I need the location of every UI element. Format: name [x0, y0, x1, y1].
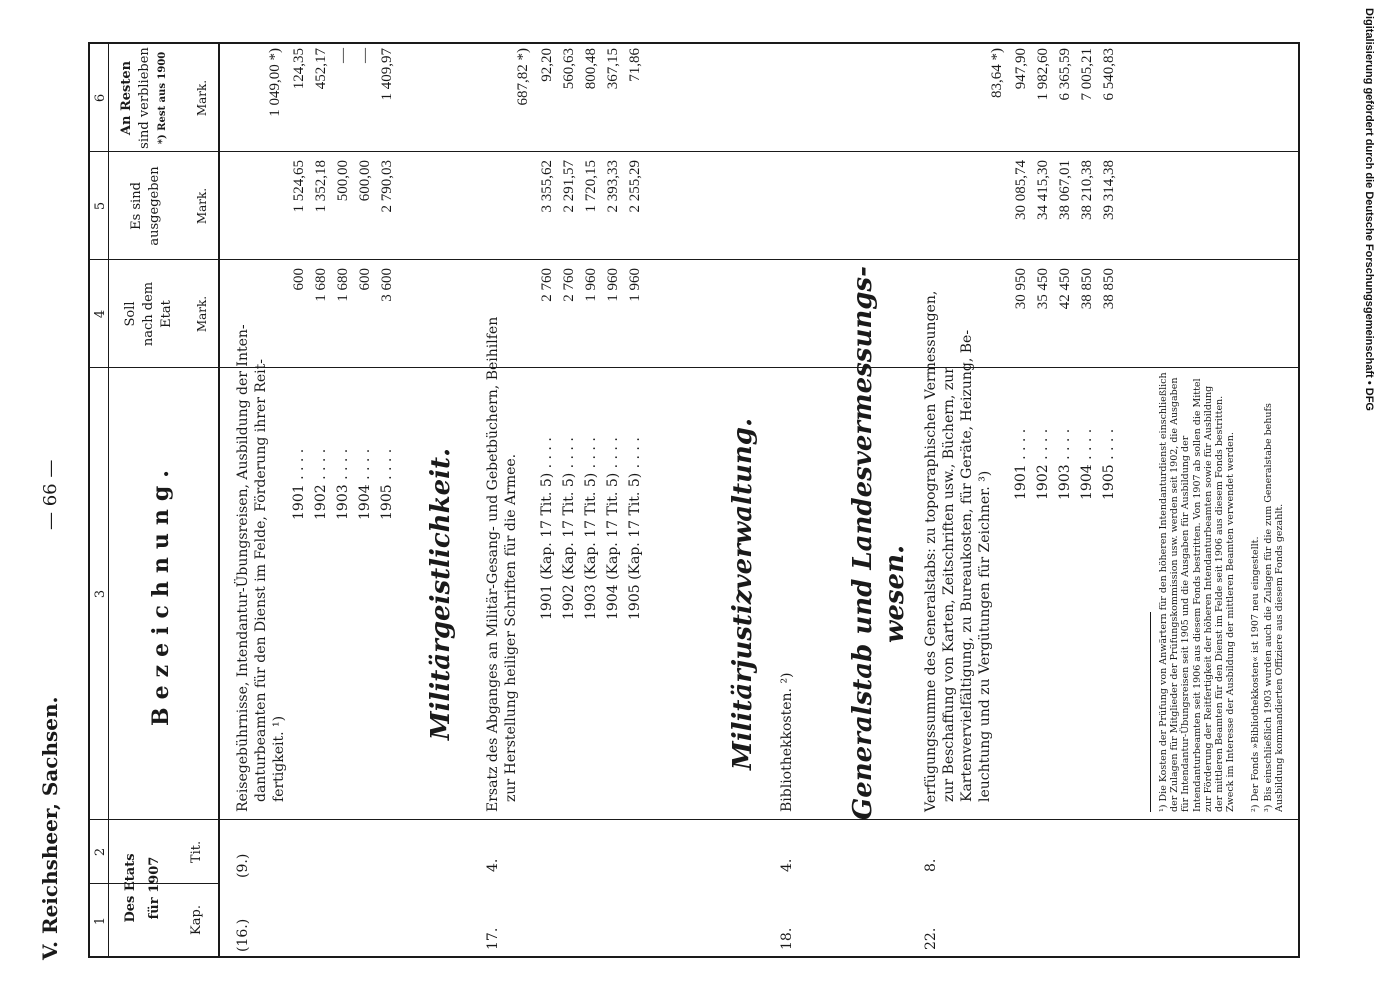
section-1-year-1904: 1904 . . . . [357, 448, 373, 520]
section-1-reste-1901: 124,35 [291, 48, 307, 90]
dfg-stamp [1358, 8, 1380, 411]
column-number-2: 2 [93, 847, 108, 857]
footnote-1: ¹) Die Kosten der Prüfung von Anwärtern für den höheren Intendanturdienst einschließlich der Zulagen für Mitglieder der Prüfungskommission usw. werden seit 1902, die Ausgaben für Intendantur-Übungsreisen seit 1905 und die Ausgaben für Ausbildung der Intendanturbeamten seit 1906 aus diesem Fonds bestritten. Von 1907 ab sollen die Mittel zur Förderung der Reitfertigkeit der höheren Intendanturbeamten sowie für Ausbildung der mittleren Beamten für den Dienst im Felde seit 1906 aus diesem Fonds bestritten. Zweck im Interesse der Ausbildung der mittleren Beamten verwendet werden. [1158, 372, 1237, 812]
section-4-heading: Generalstab und Landesvermessungs- [848, 266, 878, 820]
section-1-reste-1903: — [335, 48, 351, 63]
section-2-desc-2: zur Herstellung heiliger Schriften für die Armee. [503, 453, 519, 802]
header-bezeichnung: Bezeichnung. [148, 462, 174, 726]
section-1-tit: (9.) [235, 853, 251, 878]
section-4-soll-1904: 38 850 [1079, 268, 1095, 310]
section-2-reste-1905: 71,86 [627, 48, 643, 82]
section-1-rest-1900: 1 049,00 *) [267, 48, 283, 117]
section-2-soll-1904: 1 960 [605, 268, 621, 302]
section-1-soll-1904: 600 [357, 268, 373, 291]
column-number-1: 1 [93, 916, 108, 926]
section-4-year-1905: 1905 . . . . [1101, 428, 1117, 500]
section-3-desc-1: Bibliothekkosten. ²) [779, 672, 795, 812]
section-2-reste-1903: 800,48 [583, 48, 599, 90]
section-2-reste-1902: 560,63 [561, 48, 577, 90]
section-1-ausg-1901: 1 524,65 [291, 160, 307, 213]
section-4-soll-1901: 30 950 [1013, 268, 1029, 310]
section-4-tit: 8. [923, 858, 939, 872]
bottom-rule [1298, 42, 1300, 958]
section-2-soll-1901: 2 760 [539, 268, 555, 302]
section-2-heading: Militärgeistlichkeit. [426, 447, 456, 741]
header-tit: Tit. [189, 840, 204, 864]
section-2-year-1903: 1903 (Kap. 17 Tit. 5) . . . . [583, 437, 599, 620]
section-2-desc-1: Ersatz des Abganges an Militär-Gesang- und Gebetbüchern, Beihilfen [485, 316, 501, 812]
section-4-desc-4: leuchtung und zu Vergütungen für Zeichner. ³) [977, 470, 993, 802]
section-1-soll-1903: 1 680 [335, 268, 351, 302]
section-2-ausg-1904: 2 393,33 [605, 160, 621, 213]
section-1-year-1901: 1901 . . . . [291, 448, 307, 520]
header-soll-mark: Mark. [195, 295, 209, 333]
header-reste-note: *) Rest aus 1900 [157, 51, 168, 145]
header-soll-2: nach dem [141, 281, 156, 347]
section-1-year-1903: 1903 . . . . [335, 448, 351, 520]
right-border [88, 42, 1300, 44]
section-1-reste-1905: 1 409,97 [379, 48, 395, 101]
section-1-desc-2: danturbeamten für den Dienst im Felde, Förderung ihrer Reit- [253, 358, 269, 802]
section-4-ausg-1905: 39 314,38 [1101, 160, 1117, 220]
header-reste-mark: Mark. [195, 79, 209, 117]
section-1-ausg-1902: 1 352,18 [313, 160, 329, 213]
section-2-soll-1905: 1 960 [627, 268, 643, 302]
section-2-ausg-1902: 2 291,57 [561, 160, 577, 213]
header-reste-2: sind verblieben [137, 47, 152, 149]
section-1-soll-1905: 3 600 [379, 268, 395, 302]
section-4-ausg-1902: 34 415,30 [1035, 160, 1051, 220]
section-2-year-1901: 1901 (Kap. 17 Tit. 5) . . . . [539, 437, 555, 620]
footnote-2: ²) Der Fonds »Bibliothekkosten« ist 1907 neu eingestellt. [1250, 536, 1261, 812]
header-ausgegeben-mark: Mark. [195, 187, 209, 225]
section-2-year-1905: 1905 (Kap. 17 Tit. 5) . . . . [627, 437, 643, 620]
column-number-4: 4 [93, 309, 108, 319]
section-4-reste-1903: 6 365,59 [1057, 48, 1073, 101]
section-4-kap: 22. [923, 927, 939, 950]
section-4-year-1901: 1901 . . . . [1013, 428, 1029, 500]
column-number-6: 6 [93, 93, 108, 103]
section-2-soll-1903: 1 960 [583, 268, 599, 302]
left-border [88, 956, 1300, 958]
column-number-rule [108, 42, 109, 958]
section-2-soll-1902: 2 760 [561, 268, 577, 302]
section-2-tit: 4. [485, 858, 501, 872]
header-etat-top: Des Etats [123, 853, 138, 923]
running-head-page: — 66 — [40, 459, 61, 530]
section-4-soll-1903: 42 450 [1057, 268, 1073, 310]
section-1-year-1902: 1902 . . . . [313, 448, 329, 520]
section-4-year-1904: 1904 . . . . [1079, 428, 1095, 500]
section-4-year-1902: 1902 . . . . [1035, 428, 1051, 500]
section-1-ausg-1905: 2 790,03 [379, 160, 395, 213]
section-1-desc-3: fertigkeit. ¹) [271, 715, 287, 802]
section-3-heading: Militärjustizverwaltung. [728, 417, 758, 771]
section-2-ausg-1905: 2 255,29 [627, 160, 643, 213]
section-4-reste-1904: 7 005,21 [1079, 48, 1095, 101]
section-4-reste-1905: 6 540,83 [1101, 48, 1117, 101]
header-soll-3: Etat [159, 300, 174, 328]
section-1-soll-1901: 600 [291, 268, 307, 291]
footnote-3: ³) Bis einschließlich 1903 wurden auch die Zulagen für die zum Generalstabe behufs Ausbildung kommandierten Offiziere aus diesem Fonds gezahlt. [1263, 403, 1286, 812]
section-2-kap: 17. [485, 927, 501, 950]
section-2-reste-1904: 367,15 [605, 48, 621, 90]
section-4-ausg-1901: 30 085,74 [1013, 160, 1029, 220]
section-1-ausg-1903: 500,00 [335, 160, 351, 202]
section-1-ausg-1904: 600,00 [357, 160, 373, 202]
section-2-ausg-1903: 1 720,15 [583, 160, 599, 213]
header-reste: An Resten [119, 60, 134, 136]
top-rule [88, 42, 90, 958]
section-1-reste-1904: — [357, 48, 373, 63]
section-1-kap: (16.) [235, 918, 251, 952]
section-4-heading-2: wesen. [880, 544, 910, 644]
section-2-rest-1900: 687,82 *) [515, 48, 531, 106]
section-1-desc-1: Reisegebührnisse, Intendantur-Übungsreisen, Ausbildung der Inten- [235, 324, 251, 812]
section-4-reste-1901: 947,90 [1013, 48, 1029, 90]
section-1-reste-1902: 452,17 [313, 48, 329, 90]
header-kap: Kap. [189, 905, 204, 935]
section-4-soll-1902: 35 450 [1035, 268, 1051, 310]
section-4-ausg-1904: 38 210,38 [1079, 160, 1095, 220]
dfg-stamp-text: Digitalisierung gefördert durch die Deutsche Forschungsgemeinschaft • DFG [1363, 8, 1375, 411]
col3-col4-divider [88, 367, 1300, 368]
section-4-desc-1: Verfügungssumme des Generalstabs: zu topographischen Vermessungen, [923, 290, 939, 812]
col4-col5-divider [88, 259, 1300, 260]
column-number-3: 3 [93, 589, 108, 599]
header-rule [218, 42, 220, 958]
section-3-kap: 18. [779, 927, 795, 950]
header-soll: Soll [123, 301, 138, 327]
section-1-year-1905: 1905 . . . . [379, 448, 395, 520]
section-4-year-1903: 1903 . . . . [1057, 428, 1073, 500]
footnote-rule [1150, 612, 1151, 812]
section-2-reste-1901: 92,20 [539, 48, 555, 82]
header-etat-bottom: für 1907 [147, 856, 162, 920]
running-head-section: V. Reichsheer, Sachsen. [38, 696, 62, 960]
section-2-ausg-1901: 3 355,62 [539, 160, 555, 213]
section-4-soll-1905: 38 850 [1101, 268, 1117, 310]
header-ausgegeben: Es sind [129, 182, 144, 230]
column-number-5: 5 [93, 201, 108, 211]
col2-col3-divider [88, 819, 1300, 820]
section-4-ausg-1903: 38 067,01 [1057, 160, 1073, 220]
header-ausgegeben-2: ausgegeben [147, 166, 162, 246]
section-4-desc-2: zur Beschaffung von Karten, Zeitschriften usw., Büchern, zur [941, 367, 957, 802]
section-4-desc-3: Kartenvervielfältigung, zu Bureaukosten, für Geräte, Heizung, Be- [959, 329, 975, 802]
section-2-year-1904: 1904 (Kap. 17 Tit. 5) . . . . [605, 437, 621, 620]
section-4-rest-1900: 83,64 *) [989, 48, 1005, 98]
section-2-year-1902: 1902 (Kap. 17 Tit. 5) . . . . [561, 437, 577, 620]
section-3-tit: 4. [779, 858, 795, 872]
section-1-soll-1902: 1 680 [313, 268, 329, 302]
section-4-reste-1902: 1 982,60 [1035, 48, 1051, 101]
